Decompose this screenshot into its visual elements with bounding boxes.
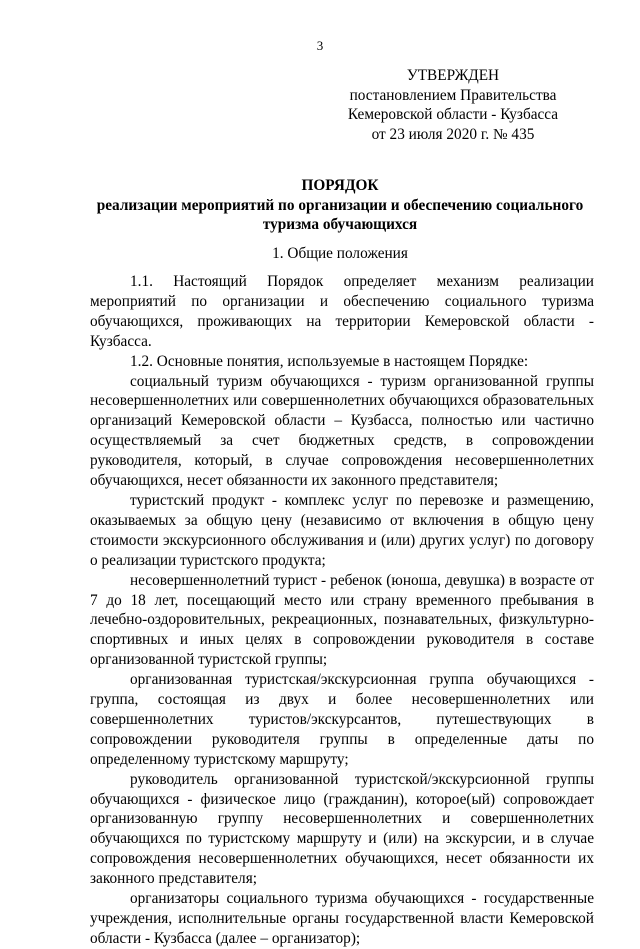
title-line-1: ПОРЯДОК <box>301 177 379 194</box>
paragraph-1-2: 1.2. Основные понятия, используемые в настоящем Порядке: <box>130 352 529 370</box>
definition-tourist-product: туристский продукт - комплекс услуг по перевозке и размещению, оказываемых за общую цену (независимо от включения в общую цену стоимости экскурсионного обслуживания и (или) других услуг) по договору о реализации туристского продукта; <box>90 491 594 569</box>
section-heading: 1. Общие положения <box>272 245 408 262</box>
title-line-3: туризма обучающихся <box>262 216 418 233</box>
definition-organized-group: организованная туристская/экскурсионная группа обучающихся - группа, состоящая из двух и более несовершеннолетних или совершеннолетних туристов/экскурсантов, путешествующих в сопровождении руководителя группы в определенные даты по определенному туристскому маршруту; <box>90 671 594 768</box>
definition-social-tourism: социальный туризм обучающихся - туризм организованной группы несовершеннолетних или совершеннолетних обучающихся образовательных организаций Кемеровской области – Кузбасса, полностью или частично осуществляемый за счет бюджетных средств, в сопровождении руководителя, который, в случае сопровождения несовершеннолетних обучающихся, несет обязанности их законного представителя; <box>90 372 594 490</box>
approval-line-4: от 23 июля 2020 г. № 435 <box>371 125 535 143</box>
page-number: 3 <box>316 38 324 53</box>
definition-group-leader: руководитель организованной туристской/экскурсионной группы обучающихся - физическое лицо (гражданин), которое(ый) сопровождает организованную группу несовершеннолетних и совершеннолетних обучающихся по туристскому маршруту и (или) на экскурсии, и в случае сопровождения несовершеннолетних обучающихся, несет обязанности их законного представителя; <box>90 770 594 888</box>
document-title <box>80 176 600 235</box>
approval-line-1: УТВЕРЖДЕН <box>406 67 500 84</box>
title-line-2: реализации мероприятий по организации и обеспечению социального <box>96 196 584 214</box>
definition-minor-tourist: несовершеннолетний турист - ребенок (юноша, девушка) в возрасте от 7 до 18 лет, посещающий место или страну временного пребывания в лечебно-оздоровительных, рекреационных, познавательных, физкультурно-спортивных и иных целях в сопровождении руководителя в составе организованной туристской группы; <box>90 571 594 669</box>
definition-organizers: организаторы социального туризма обучающихся - государственные учреждения, исполнительные органы государственной власти Кемеровской области - Кузбасса (далее – организатор); <box>90 890 594 947</box>
paragraph-1-1: 1.1. Настоящий Порядок определяет механизм реализации мероприятий по организации и обеспечению социального туризма обучающихся, проживающих на территории Кемеровской области - Кузбасса. <box>90 273 594 350</box>
approval-line-3: Кемеровской области - Кузбасса <box>347 106 559 123</box>
approval-line-2: постановлением Правительства <box>349 86 557 104</box>
document-body <box>90 272 594 949</box>
approval-stamp <box>338 66 568 144</box>
